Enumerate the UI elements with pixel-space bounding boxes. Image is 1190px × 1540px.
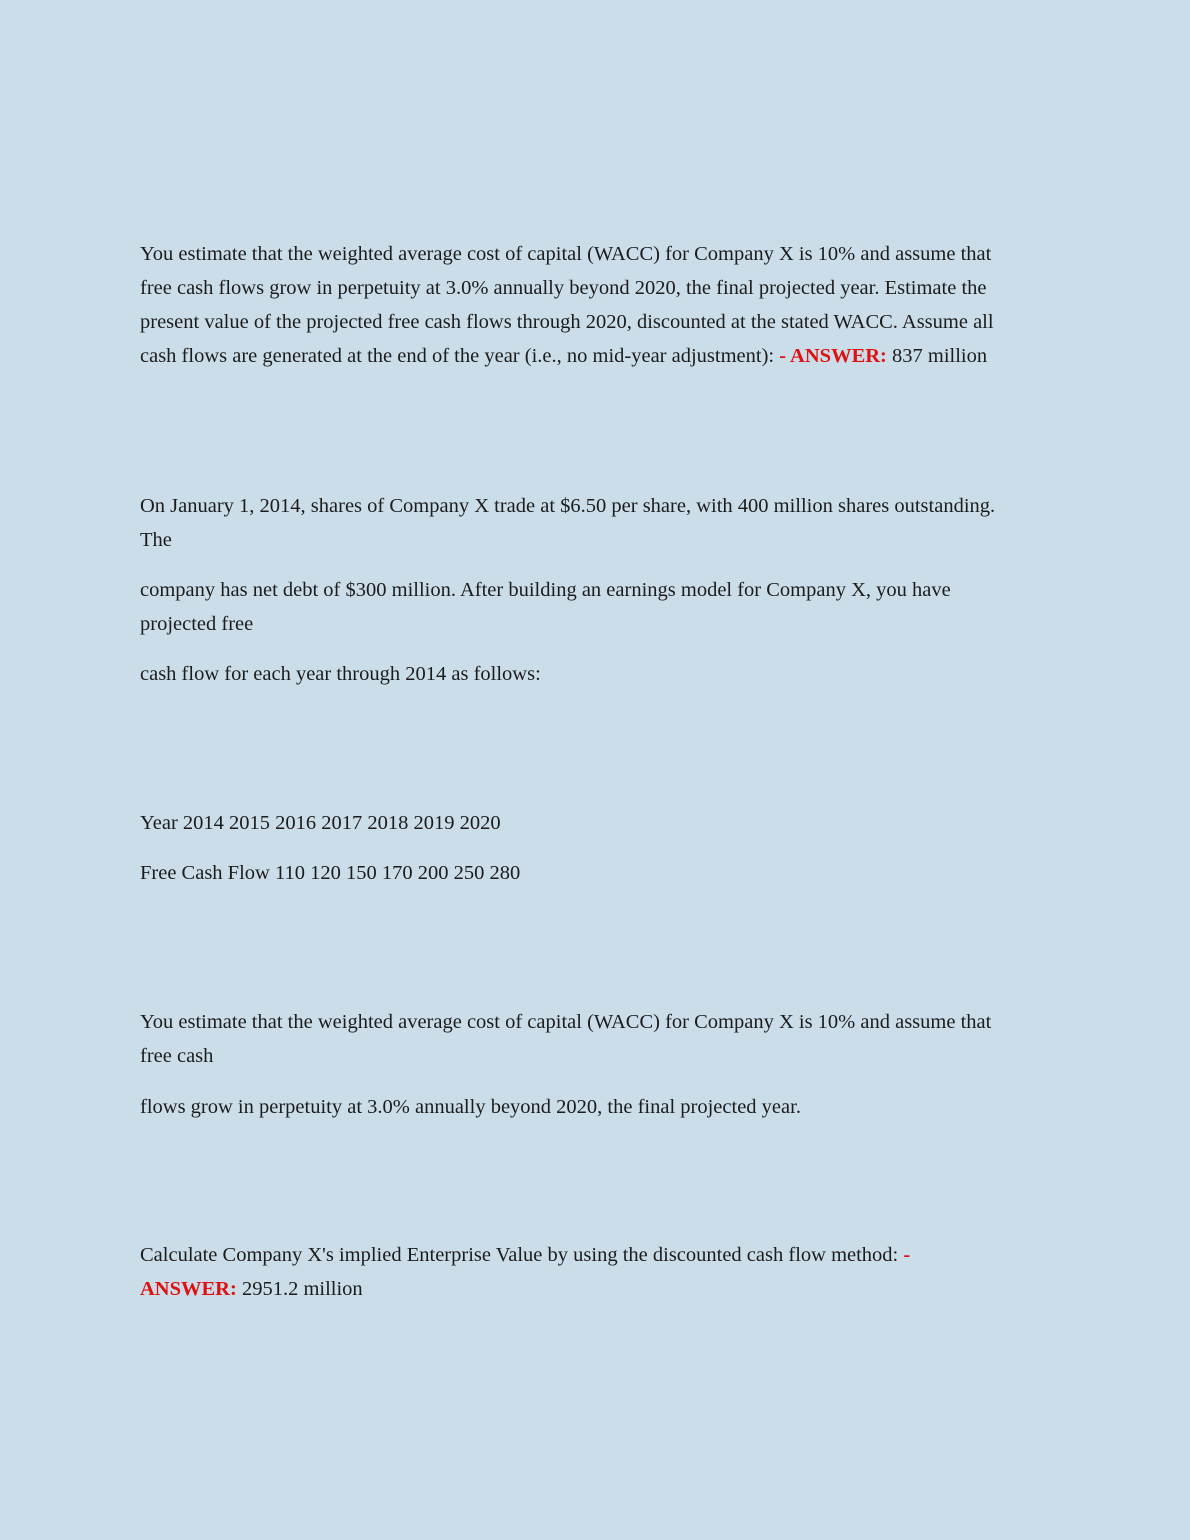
net-debt-line: projected free <box>140 613 254 635</box>
year-row-text: Year 2014 2015 2016 2017 2018 2019 2020 <box>140 812 501 834</box>
answer-value: 837 million <box>892 345 988 367</box>
table-row-year <box>140 806 1052 840</box>
question-2-line <box>140 1238 1052 1272</box>
growth-paragraph <box>140 1090 1052 1124</box>
answer-line <box>140 1272 1052 1306</box>
question-1-line: present value of the projected free cash flows through 2020, discounted at the stated WACC. Assume all <box>140 311 994 333</box>
answer-label: ANSWER: <box>140 1278 237 1300</box>
wacc-paragraph <box>140 1005 1052 1073</box>
answer-dash: - <box>903 1244 911 1266</box>
wacc-line: You estimate that the weighted average cost of capital (WACC) for Company X is 10% and assume that <box>140 1011 992 1033</box>
question-2-paragraph <box>140 1238 1052 1306</box>
intro-paragraph <box>140 489 1052 557</box>
question-2-text: Calculate Company X's implied Enterprise Value by using the discounted cash flow method: <box>140 1244 899 1266</box>
cash-flow-intro-paragraph <box>140 657 1052 691</box>
answer-value: 2951.2 million <box>241 1278 363 1300</box>
answer-label: - ANSWER: <box>779 345 887 367</box>
question-1-line: free cash flows grow in perpetuity at 3.0% annually beyond 2020, the final projected year. Estimate the <box>140 277 987 299</box>
wacc-line: free cash <box>140 1045 214 1067</box>
net-debt-paragraph <box>140 573 1052 641</box>
question-1-line: cash flows are generated at the end of the year (i.e., no mid-year adjustment): <box>140 345 775 367</box>
question-1-line: You estimate that the weighted average cost of capital (WACC) for Company X is 10% and assume that <box>140 243 992 265</box>
intro-line: On January 1, 2014, shares of Company X trade at $6.50 per share, with 400 million shares outstanding. <box>140 495 996 517</box>
question-1-last-line <box>140 339 1052 373</box>
growth-line: flows grow in perpetuity at 3.0% annually beyond 2020, the final projected year. <box>140 1096 801 1118</box>
intro-line: The <box>140 529 172 551</box>
cash-flow-intro-line: cash flow for each year through 2014 as follows: <box>140 663 541 685</box>
net-debt-line: company has net debt of $300 million. After building an earnings model for Company X, you have <box>140 579 951 601</box>
table-row-fcf <box>140 856 1052 890</box>
question-1-paragraph <box>140 237 1052 373</box>
fcf-row-text: Free Cash Flow 110 120 150 170 200 250 280 <box>140 862 521 884</box>
